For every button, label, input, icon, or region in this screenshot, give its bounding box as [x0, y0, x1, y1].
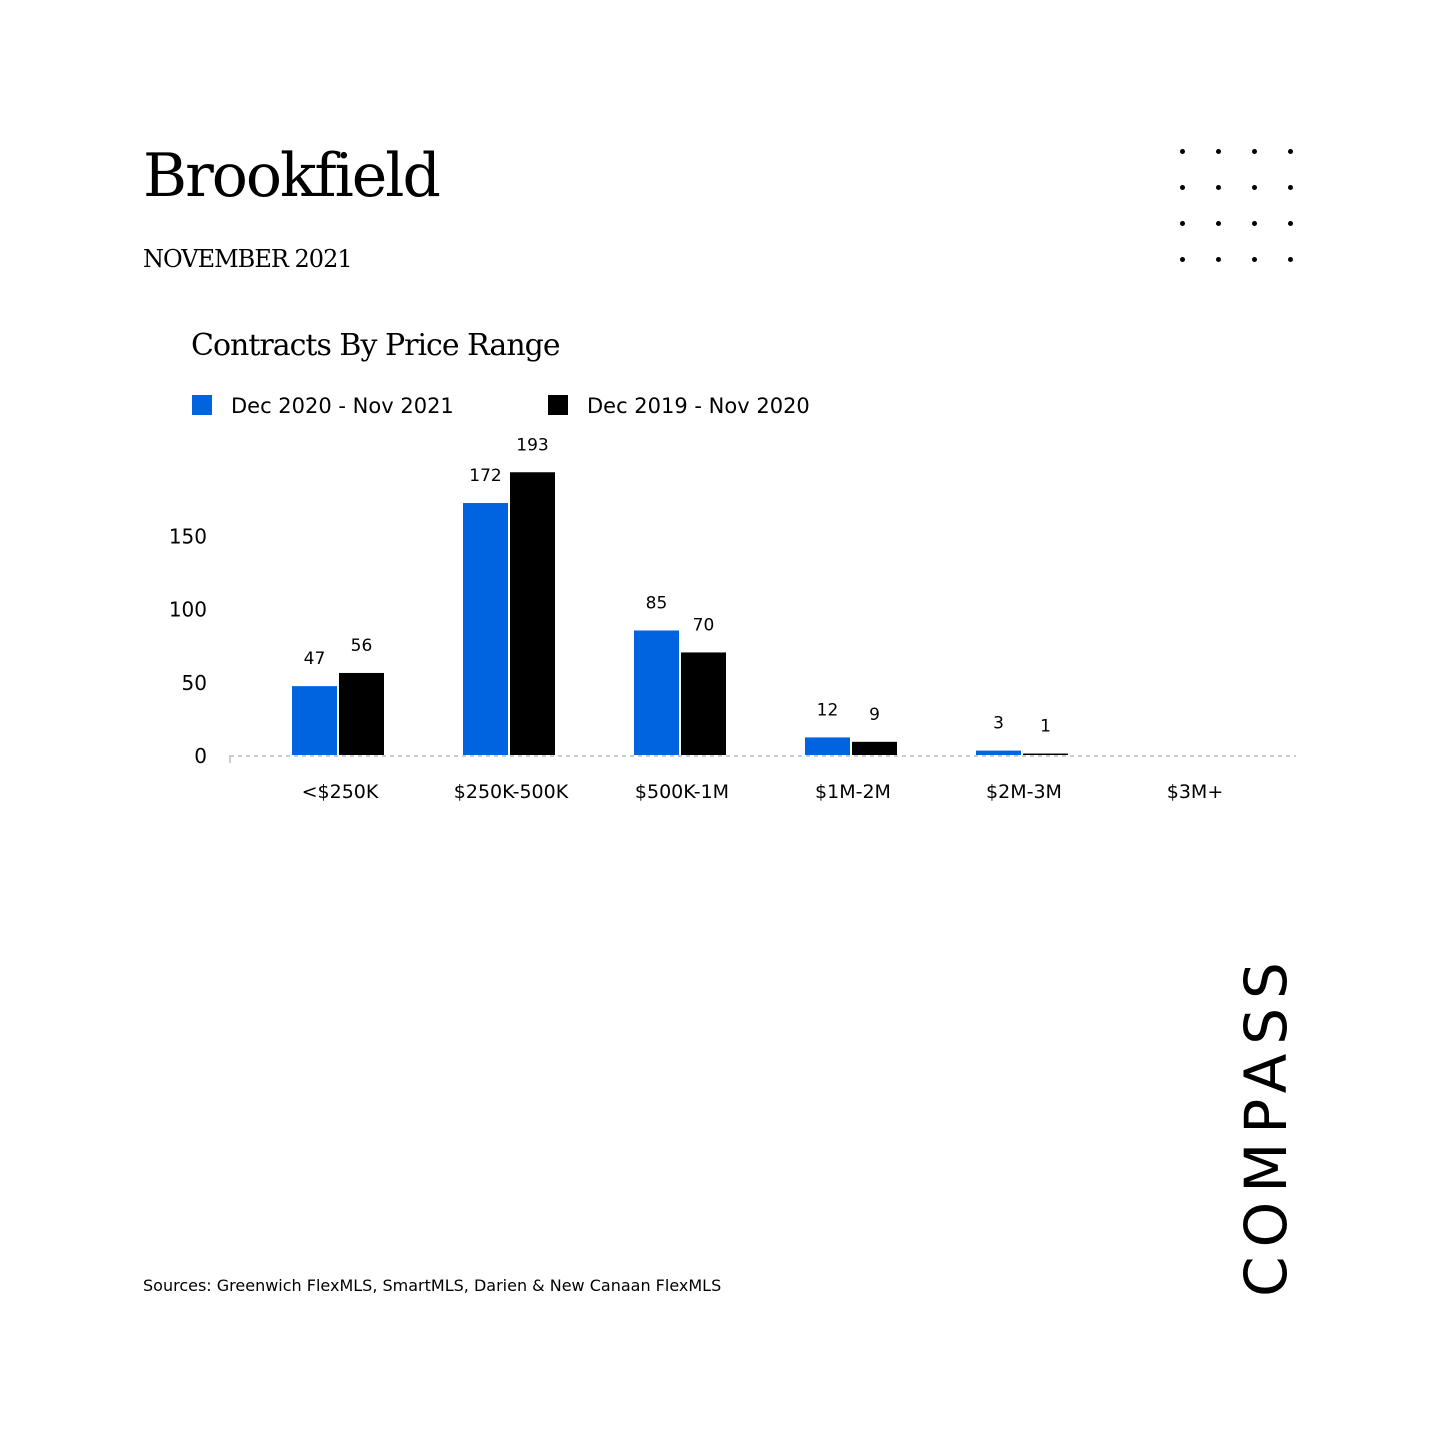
x-tick-label: <$250K	[301, 781, 379, 803]
x-tick-label: $500K-1M	[634, 781, 730, 803]
bar-series1	[976, 751, 1021, 755]
x-tick-label: $250K-500K	[453, 781, 569, 803]
data-label: 193	[516, 435, 549, 456]
page-title: Brookfield	[143, 141, 439, 211]
bar-series2	[510, 472, 555, 755]
legend-label-1: Dec 2020 - Nov 2021	[231, 394, 454, 418]
data-label: 172	[469, 466, 502, 487]
data-label: 9	[869, 704, 880, 725]
chart-title: Contracts By Price Range	[191, 328, 560, 363]
bar-series1	[805, 737, 850, 755]
chart-axes	[169, 524, 1296, 803]
compass-logo: COMPASS	[1232, 953, 1300, 1297]
page-subtitle: NOVEMBER 2021	[143, 245, 352, 273]
chart-legend	[192, 394, 810, 418]
y-tick-label: 100	[168, 597, 207, 622]
x-tick-label: $2M-3M	[986, 781, 1062, 803]
data-label: 70	[692, 615, 715, 636]
chart-bars	[292, 435, 1068, 755]
legend-swatch-2	[548, 395, 568, 415]
bar-series1	[634, 630, 679, 755]
bar-series2	[852, 742, 897, 755]
bar-series2	[339, 673, 384, 755]
y-tick-label: 50	[181, 670, 207, 695]
data-label: 85	[645, 593, 668, 614]
bar-series2	[1023, 754, 1068, 755]
legend-label-2: Dec 2019 - Nov 2020	[587, 394, 810, 418]
y-tick-label: 150	[168, 524, 207, 549]
data-label: 12	[816, 700, 839, 721]
x-tick-label: $3M+	[1166, 781, 1224, 803]
y-tick-label: 0	[194, 744, 207, 768]
bar-series1	[292, 686, 337, 755]
data-label: 3	[993, 713, 1004, 734]
data-label: 47	[303, 649, 326, 670]
x-tick-label: $1M-2M	[815, 781, 891, 803]
data-label: 56	[350, 635, 373, 656]
bar-series2	[681, 652, 726, 755]
legend-swatch-1	[192, 395, 212, 415]
sources-note: Sources: Greenwich FlexMLS, SmartMLS, Darien & New Canaan FlexMLS	[143, 1276, 722, 1295]
bar-series1	[463, 503, 508, 755]
data-label: 1	[1040, 716, 1051, 737]
